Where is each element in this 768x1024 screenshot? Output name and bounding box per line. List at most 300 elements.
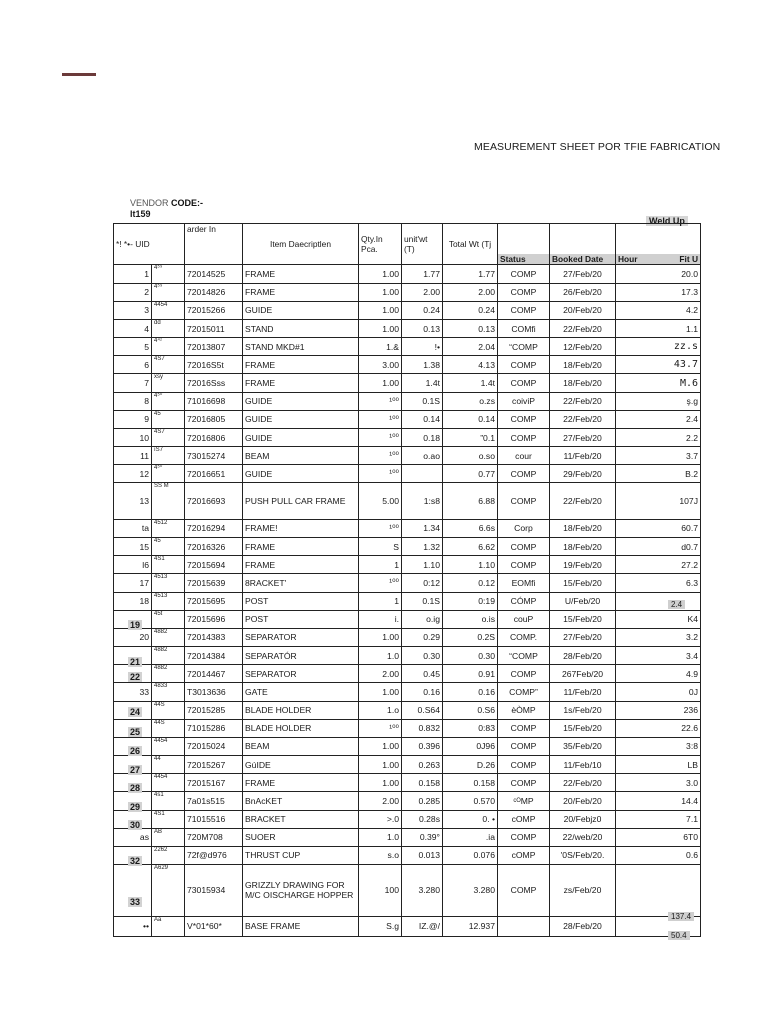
cell-status: EOMfi xyxy=(498,574,550,592)
cell-qty: S xyxy=(359,537,402,555)
cell-uid: 4S1 xyxy=(152,810,185,828)
cell-unit-wt: 0.18 xyxy=(402,428,443,446)
cell-fit-up: 2.4 xyxy=(616,410,701,428)
table-row xyxy=(114,628,701,646)
row-number-label: 19 xyxy=(130,620,141,630)
cell-sr: 6 xyxy=(114,356,152,374)
cell-total-wt: o.zs xyxy=(443,392,498,410)
cell-status xyxy=(498,916,550,936)
cell-uid: 4454 xyxy=(152,737,185,755)
cell-description: POST xyxy=(243,610,359,628)
table-row xyxy=(114,465,701,483)
cell-booked-date: 18/Feb/20 xyxy=(550,356,616,374)
cell-status: “COMP xyxy=(498,647,550,665)
cell-order: 72014384 xyxy=(185,647,243,665)
cell-order: 72014826 xyxy=(185,283,243,301)
cell-order: 72014525 xyxy=(185,265,243,283)
table-row xyxy=(114,792,701,810)
cell-booked-date: 11/Feb/10 xyxy=(550,756,616,774)
cell-unit-wt: 0.285 xyxy=(402,792,443,810)
cell-status: couP xyxy=(498,610,550,628)
cell-uid: 4454 xyxy=(152,301,185,319)
cell-fit-up: 6.3 xyxy=(616,574,701,592)
cell-status: cOMP xyxy=(498,810,550,828)
table-row xyxy=(114,737,701,755)
cell-sr: 7 xyxy=(114,374,152,392)
cell-description: FRAME xyxy=(243,774,359,792)
cell-unit-wt: o.ao xyxy=(402,447,443,465)
cell-total-wt: D.26 xyxy=(443,756,498,774)
cell-fit-up: 22.6 xyxy=(616,719,701,737)
cell-unit-wt: 1.32 xyxy=(402,537,443,555)
cell-total-wt: 0.570 xyxy=(443,792,498,810)
cell-fit-up: K4 xyxy=(616,610,701,628)
cell-sr: 1 xyxy=(114,265,152,283)
cell-description: GUIDE xyxy=(243,428,359,446)
cell-fit-up xyxy=(616,592,701,610)
cell-qty: 1.00 xyxy=(359,301,402,319)
cell-total-wt: 0:19 xyxy=(443,592,498,610)
cell-status: COMP. xyxy=(498,628,550,646)
cell-fit-up: 20.0 xyxy=(616,265,701,283)
table-row xyxy=(114,319,701,337)
cell-total-wt: .ia xyxy=(443,828,498,846)
cell-order: 73015934 xyxy=(185,865,243,917)
fit-up-extra-value: 50.4 xyxy=(668,931,690,940)
cell-total-wt: 1.77 xyxy=(443,265,498,283)
cell-order: 720M708 xyxy=(185,828,243,846)
cell-qty: S.g xyxy=(359,916,402,936)
cell-unit-wt: IZ.@/ xyxy=(402,916,443,936)
cell-total-wt: 1.4t xyxy=(443,374,498,392)
table-row xyxy=(114,356,701,374)
cell-uid: 4S7 xyxy=(152,356,185,374)
cell-uid: 4513 xyxy=(152,592,185,610)
col-header-hour-fit: Hour Fit U xyxy=(616,224,701,265)
cell-qty: 1.00 xyxy=(359,774,402,792)
cell-order: 72015285 xyxy=(185,701,243,719)
header-rule xyxy=(62,73,96,76)
cell-order: 72015696 xyxy=(185,610,243,628)
cell-description: BEAM xyxy=(243,737,359,755)
cell-uid: 4⁵⁰ xyxy=(152,465,185,483)
cell-fit-up: 2.2 xyxy=(616,428,701,446)
cell-total-wt: 6.88 xyxy=(443,483,498,519)
cell-fit-up: 4.2 xyxy=(616,301,701,319)
cell-order: 72015167 xyxy=(185,774,243,792)
cell-qty: 1 xyxy=(359,592,402,610)
cell-booked-date: zs/Feb/20 xyxy=(550,865,616,917)
cell-fit-up: 43.7 xyxy=(616,356,701,374)
cell-booked-date: 28/Feb/20 xyxy=(550,647,616,665)
cell-order: 72016805 xyxy=(185,410,243,428)
row-number-label: 28 xyxy=(130,783,141,793)
cell-order: 72015266 xyxy=(185,301,243,319)
cell-total-wt: ”0.1 xyxy=(443,428,498,446)
cell-status: COMP xyxy=(498,774,550,792)
cell-fit-up: d0.7 xyxy=(616,537,701,555)
cell-unit-wt: 0:12 xyxy=(402,574,443,592)
cell-uid: 2262 xyxy=(152,846,185,864)
cell-unit-wt: 0.14 xyxy=(402,410,443,428)
cell-description: THRUST CUP xyxy=(243,846,359,864)
cell-uid: 45 xyxy=(152,410,185,428)
cell-qty: ¹⁰⁰ xyxy=(359,410,402,428)
cell-qty: 2.00 xyxy=(359,665,402,683)
cell-status: èÒMP xyxy=(498,701,550,719)
cell-booked-date: 11/Feb/20 xyxy=(550,447,616,465)
cell-total-wt: 12.937 xyxy=(443,916,498,936)
cell-booked-date: 18/Feb/20 xyxy=(550,374,616,392)
page-title: MEASUREMENT SHEET POR TFIE FABRICATION xyxy=(474,141,721,153)
cell-order: 72015011 xyxy=(185,319,243,337)
cell-order: 7a01s515 xyxy=(185,792,243,810)
cell-booked-date: 20/Febjz0 xyxy=(550,810,616,828)
row-number-label: 25 xyxy=(130,727,141,737)
cell-uid: 4882 xyxy=(152,665,185,683)
cell-qty: ¹⁰⁰ xyxy=(359,465,402,483)
cell-description: BEAM xyxy=(243,447,359,465)
cell-booked-date: U/Feb/20 xyxy=(550,592,616,610)
cell-description: SEPARATÓR xyxy=(243,647,359,665)
cell-uid: 4454 xyxy=(152,774,185,792)
cell-unit-wt: !• xyxy=(402,338,443,356)
col-header-description: Item Daecriptlen xyxy=(243,224,359,265)
cell-sr: ta xyxy=(114,519,152,537)
cell-fit-up: 1.1 xyxy=(616,319,701,337)
cell-sr xyxy=(114,865,152,917)
cell-qty: 2.00 xyxy=(359,792,402,810)
col-header-sr-uid: *! *•- UID xyxy=(114,224,185,265)
cell-qty: ¹⁰⁰ xyxy=(359,447,402,465)
cell-status: COMP xyxy=(498,737,550,755)
cell-fit-up: 6T0 xyxy=(616,828,701,846)
cell-uid: 4S7 xyxy=(152,428,185,446)
cell-qty: 1.o xyxy=(359,701,402,719)
cell-sr: •• xyxy=(114,916,152,936)
cell-qty: i. xyxy=(359,610,402,628)
table-row xyxy=(114,846,701,864)
cell-uid: dd xyxy=(152,319,185,337)
cell-total-wt: 0. • xyxy=(443,810,498,828)
cell-description: FRAME xyxy=(243,283,359,301)
cell-sr: 4 xyxy=(114,319,152,337)
cell-uid: 45t xyxy=(152,610,185,628)
cell-qty: ¹⁰⁰ xyxy=(359,519,402,537)
cell-status: COMP xyxy=(498,283,550,301)
cell-sr: 15 xyxy=(114,537,152,555)
cell-qty: ¹⁰⁰ xyxy=(359,392,402,410)
cell-fit-up: 236 xyxy=(616,701,701,719)
cell-fit-up xyxy=(616,865,701,917)
table-row xyxy=(114,428,701,446)
cell-description: BASE FRAME xyxy=(243,916,359,936)
cell-order: 72015695 xyxy=(185,592,243,610)
cell-booked-date: 22/Feb/20 xyxy=(550,483,616,519)
cell-qty: 5.00 xyxy=(359,483,402,519)
cell-description: FRAME xyxy=(243,556,359,574)
cell-booked-date: 27/Feb/20 xyxy=(550,628,616,646)
cell-uid: Aa xyxy=(152,916,185,936)
cell-order: 72f@d976 xyxy=(185,846,243,864)
cell-booked-date: 35/Feb/20 xyxy=(550,737,616,755)
cell-sr: 12 xyxy=(114,465,152,483)
cell-fit-up: 3.4 xyxy=(616,647,701,665)
cell-status: COMP xyxy=(498,665,550,683)
cell-qty: 1.00 xyxy=(359,683,402,701)
cell-booked-date: 1s/Feb/20 xyxy=(550,701,616,719)
cell-qty: ¹⁰⁰ xyxy=(359,719,402,737)
cell-status: COMP xyxy=(498,483,550,519)
cell-qty: 1.00 xyxy=(359,737,402,755)
cell-booked-date: 28/Feb/20 xyxy=(550,916,616,936)
cell-booked-date: 22/Feb/20 xyxy=(550,410,616,428)
cell-unit-wt: 0.39° xyxy=(402,828,443,846)
cell-fit-up: 0J xyxy=(616,683,701,701)
table-row xyxy=(114,265,701,283)
cell-order: 72015267 xyxy=(185,756,243,774)
cell-unit-wt: 0.1S xyxy=(402,392,443,410)
cell-sr: l6 xyxy=(114,556,152,574)
cell-order: 72016693 xyxy=(185,483,243,519)
cell-booked-date: 26/Feb/20 xyxy=(550,283,616,301)
table-row xyxy=(114,447,701,465)
cell-status: CÓMP xyxy=(498,592,550,610)
cell-uid: 44S xyxy=(152,719,185,737)
cell-description: POST xyxy=(243,592,359,610)
cell-total-wt: 0.14 xyxy=(443,410,498,428)
cell-qty: 1.00 xyxy=(359,319,402,337)
cell-booked-date: 22/Feb/20 xyxy=(550,319,616,337)
cell-description: GATE xyxy=(243,683,359,701)
cell-total-wt: 0.158 xyxy=(443,774,498,792)
cell-unit-wt: 0.28s xyxy=(402,810,443,828)
cell-order: 72014383 xyxy=(185,628,243,646)
cell-unit-wt: 0.396 xyxy=(402,737,443,755)
cell-uid: 45 xyxy=(152,537,185,555)
cell-description: PUSH PULL CAR FRAME xyxy=(243,483,359,519)
cell-qty: ¹⁰⁰ xyxy=(359,428,402,446)
cell-booked-date: 15/Feb/20 xyxy=(550,610,616,628)
cell-fit-up: ş.g xyxy=(616,392,701,410)
cell-unit-wt: 0.263 xyxy=(402,756,443,774)
cell-order: T3013636 xyxy=(185,683,243,701)
cell-qty: 1.00 xyxy=(359,265,402,283)
cell-sr: 10 xyxy=(114,428,152,446)
table-row xyxy=(114,828,701,846)
cell-fit-up: M.6 xyxy=(616,374,701,392)
cell-status: COMP xyxy=(498,756,550,774)
cell-sr: 9 xyxy=(114,410,152,428)
row-number-label: 26 xyxy=(130,746,141,756)
table-row xyxy=(114,701,701,719)
table-row xyxy=(114,283,701,301)
cell-status: COMP xyxy=(498,301,550,319)
cell-total-wt: 6.62 xyxy=(443,537,498,555)
cell-fit-up: LB xyxy=(616,756,701,774)
cell-unit-wt: 0.30 xyxy=(402,647,443,665)
cell-fit-up: 3.7 xyxy=(616,447,701,465)
row-number-label: 33 xyxy=(130,897,141,907)
cell-fit-up: 60.7 xyxy=(616,519,701,537)
table-row xyxy=(114,810,701,828)
cell-fit-up: 3:8 xyxy=(616,737,701,755)
cell-qty: 1.0 xyxy=(359,647,402,665)
cell-status: COMP xyxy=(498,410,550,428)
cell-sr: 5 xyxy=(114,338,152,356)
cell-uid: A629 xyxy=(152,865,185,917)
cell-total-wt: 2.00 xyxy=(443,283,498,301)
cell-booked-date: 29/Feb/20 xyxy=(550,465,616,483)
cell-status: cOMP xyxy=(498,846,550,864)
cell-qty: 100 xyxy=(359,865,402,917)
cell-uid: xsy xyxy=(152,374,185,392)
cell-uid: 4⁵⁹ xyxy=(152,265,185,283)
cell-total-wt: 0.16 xyxy=(443,683,498,701)
cell-status: COMP xyxy=(498,265,550,283)
cell-status: COMP xyxy=(498,356,550,374)
cell-description: FRAME xyxy=(243,265,359,283)
cell-order: 72016294 xyxy=(185,519,243,537)
cell-uid: SS M xyxy=(152,483,185,519)
cell-booked-date: 267Feb/20 xyxy=(550,665,616,683)
table-row xyxy=(114,683,701,701)
cell-status: Corp xyxy=(498,519,550,537)
cell-total-wt: 0.S6 xyxy=(443,701,498,719)
cell-sr: as xyxy=(114,828,152,846)
cell-booked-date: 27/Feb/20 xyxy=(550,428,616,446)
table-row xyxy=(114,610,701,628)
cell-sr: 18 xyxy=(114,592,152,610)
cell-fit-up: 4.9 xyxy=(616,665,701,683)
cell-order: 72015639 xyxy=(185,574,243,592)
cell-fit-up: 107J xyxy=(616,483,701,519)
cell-uid: 4882 xyxy=(152,647,185,665)
cell-status: COMP xyxy=(498,719,550,737)
cell-booked-date: 19/Feb/20 xyxy=(550,556,616,574)
row-number-label: 21 xyxy=(130,657,141,667)
cell-uid: 4833 xyxy=(152,683,185,701)
cell-fit-up: 14.4 xyxy=(616,792,701,810)
cell-sr: 2 xyxy=(114,283,152,301)
cell-status: COMP xyxy=(498,465,550,483)
cell-qty: ¹⁰⁰ xyxy=(359,574,402,592)
cell-description: FRAME xyxy=(243,374,359,392)
cell-unit-wt: 0.13 xyxy=(402,319,443,337)
col-header-order: arder In xyxy=(185,224,243,265)
table-row xyxy=(114,647,701,665)
cell-fit-up: B.2 xyxy=(616,465,701,483)
cell-unit-wt: 0.45 xyxy=(402,665,443,683)
cell-total-wt: 0.77 xyxy=(443,465,498,483)
cell-status: COMP xyxy=(498,828,550,846)
cell-status: coiviP xyxy=(498,392,550,410)
cell-booked-date: 15/Feb/20 xyxy=(550,719,616,737)
row-number-label: 27 xyxy=(130,765,141,775)
cell-status: cour xyxy=(498,447,550,465)
cell-qty: 1.& xyxy=(359,338,402,356)
row-number-label: 29 xyxy=(130,802,141,812)
cell-order: 72014467 xyxy=(185,665,243,683)
table-row xyxy=(114,774,701,792)
cell-qty: s.o xyxy=(359,846,402,864)
table-row xyxy=(114,756,701,774)
cell-fit-up: 0.6 xyxy=(616,846,701,864)
cell-order: 72013807 xyxy=(185,338,243,356)
cell-sr: 20 xyxy=(114,628,152,646)
cell-qty: 1.00 xyxy=(359,374,402,392)
cell-uid: ıS7 xyxy=(152,447,185,465)
cell-description: BRACKET xyxy=(243,810,359,828)
measurement-table xyxy=(113,223,701,937)
cell-uid: 4⁵⁰ xyxy=(152,392,185,410)
cell-booked-date: 22/Feb/20 xyxy=(550,392,616,410)
fit-up-extra-value: 2.4 xyxy=(668,600,685,609)
cell-qty: >.0 xyxy=(359,810,402,828)
cell-unit-wt: 1.77 xyxy=(402,265,443,283)
cell-total-wt: 0J96 xyxy=(443,737,498,755)
cell-unit-wt: 2.00 xyxy=(402,283,443,301)
cell-description: GRIZZLY DRAWING FOR M/C OISCHARGE HOPPER xyxy=(243,865,359,917)
cell-sr: 33 xyxy=(114,683,152,701)
table-row xyxy=(114,865,701,917)
cell-booked-date: 27/Feb/20 xyxy=(550,265,616,283)
cell-fit-up: 7.1 xyxy=(616,810,701,828)
cell-description: FRAME xyxy=(243,356,359,374)
cell-unit-wt: 0.29 xyxy=(402,628,443,646)
cell-total-wt: 0.13 xyxy=(443,319,498,337)
cell-total-wt: 4.13 xyxy=(443,356,498,374)
cell-total-wt: 6.6s xyxy=(443,519,498,537)
cell-qty: 1.00 xyxy=(359,628,402,646)
cell-description: SEPARATOR xyxy=(243,665,359,683)
cell-status: COMP xyxy=(498,537,550,555)
col-header-qty: Qty.In Pca. xyxy=(359,224,402,265)
cell-order: 72016326 xyxy=(185,537,243,555)
cell-unit-wt: 1:s8 xyxy=(402,483,443,519)
cell-booked-date: 22/Feb/20 xyxy=(550,774,616,792)
cell-total-wt: 2.04 xyxy=(443,338,498,356)
cell-booked-date: 20/Feb/20 xyxy=(550,792,616,810)
cell-unit-wt: 0.832 xyxy=(402,719,443,737)
cell-description: STAND xyxy=(243,319,359,337)
cell-sr: 13 xyxy=(114,483,152,519)
cell-status: COMP xyxy=(498,428,550,446)
cell-booked-date: 22/web/20 xyxy=(550,828,616,846)
cell-sr: 17 xyxy=(114,574,152,592)
cell-sr: 3 xyxy=(114,301,152,319)
cell-uid: 4S1 xyxy=(152,556,185,574)
weld-up-label: Weld Up xyxy=(646,216,688,226)
cell-uid: 4⁵⁹ xyxy=(152,283,185,301)
table-row xyxy=(114,338,701,356)
cell-description: BLADE HOLDER xyxy=(243,719,359,737)
cell-fit-up: 27.2 xyxy=(616,556,701,574)
cell-qty: 1.0 xyxy=(359,828,402,846)
table-row xyxy=(114,374,701,392)
table-row xyxy=(114,410,701,428)
cell-description: FRAME xyxy=(243,537,359,555)
cell-order: 72016651 xyxy=(185,465,243,483)
cell-order: 71015516 xyxy=(185,810,243,828)
cell-order: V*01*60* xyxy=(185,916,243,936)
table-row xyxy=(114,916,701,936)
table-row xyxy=(114,574,701,592)
cell-order: 72015024 xyxy=(185,737,243,755)
cell-total-wt: 0.12 xyxy=(443,574,498,592)
cell-total-wt: 0.24 xyxy=(443,301,498,319)
cell-qty: 1.00 xyxy=(359,283,402,301)
